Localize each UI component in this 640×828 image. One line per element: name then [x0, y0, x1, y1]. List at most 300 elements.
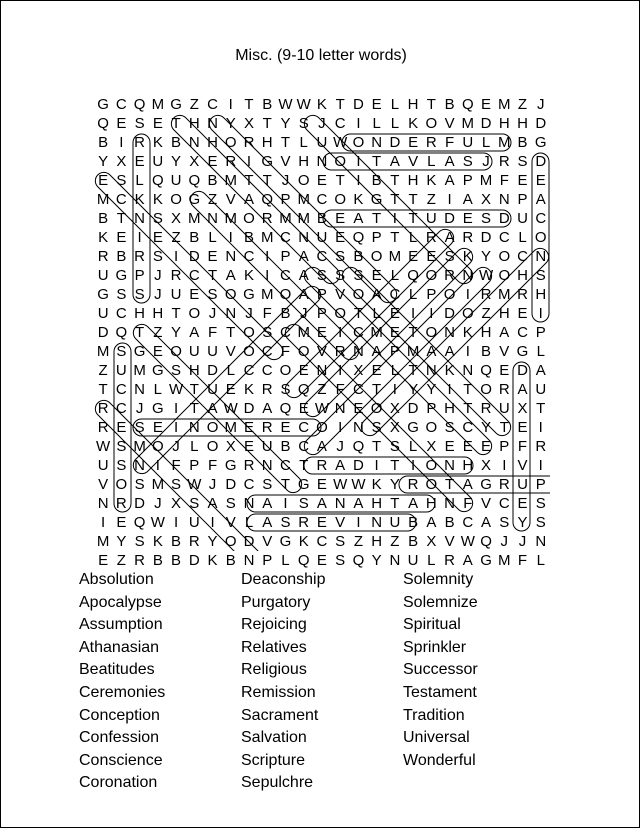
- grid-letter: B: [225, 552, 236, 569]
- grid-letter: W: [314, 400, 330, 417]
- grid-letter: T: [189, 381, 199, 398]
- grid-letter: V: [335, 286, 346, 303]
- grid-letter: J: [336, 438, 344, 455]
- grid-letter: X: [116, 153, 127, 170]
- grid-letter: P: [262, 552, 273, 569]
- grid-letter: R: [334, 343, 346, 360]
- grid-letter: W: [187, 476, 202, 493]
- grid-row: [94, 114, 550, 133]
- grid-letter: T: [171, 305, 181, 322]
- grid-letter: D: [535, 115, 547, 132]
- grid-letter: O: [425, 267, 438, 284]
- grid-letter: S: [316, 267, 327, 284]
- grid-letter: H: [498, 305, 510, 322]
- grid-letter: E: [207, 153, 218, 170]
- grid-letter: K: [353, 191, 364, 208]
- grid-letter: R: [134, 134, 145, 151]
- grid-letter: L: [536, 552, 545, 569]
- grid-letter: R: [170, 267, 182, 284]
- grid-letter: O: [206, 438, 219, 455]
- grid-letter: O: [461, 305, 474, 322]
- grid-letter: J: [208, 305, 217, 322]
- grid-letter: C: [115, 400, 127, 417]
- grid-letter: T: [426, 96, 436, 113]
- grid-letter: N: [334, 495, 346, 512]
- grid-letter: C: [316, 248, 328, 265]
- grid-letter: G: [115, 267, 128, 284]
- grid-letter: G: [480, 476, 492, 493]
- word-item: Purgatory: [241, 593, 311, 611]
- grid-letter: M: [388, 248, 402, 265]
- grid-letter: D: [207, 362, 218, 379]
- grid-letter: G: [407, 419, 419, 436]
- grid-letter: R: [498, 153, 510, 170]
- grid-letter: I: [173, 248, 179, 265]
- grid-letter: C: [280, 457, 291, 474]
- grid-letter: A: [298, 286, 309, 303]
- word-item: Successor: [403, 661, 478, 679]
- grid-letter: D: [444, 210, 455, 227]
- grid-letter: E: [335, 229, 346, 246]
- grid-letter: C: [334, 115, 346, 132]
- grid-letter: Z: [426, 191, 436, 208]
- grid-letter: F: [207, 324, 218, 341]
- grid-letter: X: [225, 438, 236, 455]
- grid-letter: R: [498, 476, 510, 493]
- word-list-column-2: [241, 569, 403, 795]
- word-item: Deaconship: [241, 571, 326, 588]
- grid-letter: A: [298, 248, 309, 265]
- grid-letter: C: [243, 362, 255, 379]
- grid-letter: A: [225, 267, 236, 284]
- grid-letter: J: [281, 172, 290, 189]
- grid-letter: T: [390, 457, 400, 474]
- grid-letter: P: [189, 457, 200, 474]
- grid-letter: U: [407, 552, 419, 569]
- grid-letter: C: [389, 286, 401, 303]
- grid-letter: F: [517, 438, 528, 455]
- grid-letter: U: [498, 400, 510, 417]
- grid-letter: O: [334, 191, 346, 208]
- grid-letter: R: [97, 419, 109, 436]
- word-item: Universal: [403, 729, 470, 747]
- grid-letter: S: [134, 286, 145, 303]
- grid-letter: I: [210, 514, 215, 531]
- grid-letter: T: [244, 96, 254, 113]
- grid-letter: M: [151, 476, 165, 493]
- grid-letter: R: [444, 267, 455, 284]
- grid-letter: Y: [207, 533, 218, 550]
- grid-letter: S: [444, 419, 455, 436]
- word-item: Absolution: [79, 571, 154, 588]
- grid-letter: J: [518, 533, 527, 550]
- grid-letter: H: [407, 172, 419, 189]
- grid-letter: Q: [297, 381, 310, 398]
- grid-letter: K: [243, 267, 254, 284]
- grid-letter: L: [208, 229, 217, 246]
- grid-letter: J: [154, 495, 162, 512]
- grid-letter: E: [389, 324, 400, 341]
- grid-letter: D: [243, 400, 255, 417]
- grid-letter: M: [96, 343, 110, 360]
- grid-letter: V: [225, 514, 236, 531]
- grid-letter: G: [370, 191, 383, 208]
- grid-letter: B: [171, 533, 182, 550]
- grid-letter: S: [152, 248, 163, 265]
- grid-letter: T: [207, 267, 218, 284]
- grid-letter: R: [188, 533, 200, 550]
- grid-letter: E: [408, 248, 419, 265]
- grid-letter: S: [481, 210, 492, 227]
- grid-letter: S: [134, 419, 145, 436]
- grid-row: [94, 532, 550, 551]
- grid-letter: S: [116, 343, 127, 360]
- grid-letter: S: [262, 324, 273, 341]
- grid-letter: R: [261, 419, 273, 436]
- grid-letter: Z: [317, 381, 327, 398]
- word-item: Sprinkler: [403, 638, 467, 656]
- grid-letter: E: [134, 153, 145, 170]
- grid-letter: W: [333, 134, 348, 151]
- grid-letter: L: [281, 552, 290, 569]
- grid-letter: J: [135, 400, 144, 417]
- grid-letter: N: [389, 552, 401, 569]
- word-item: Sepulchre: [241, 774, 314, 792]
- word-item: Assumption: [79, 616, 163, 634]
- grid-letter: E: [316, 514, 327, 531]
- grid-letter: O: [498, 267, 511, 284]
- grid-letter: H: [188, 115, 200, 132]
- grid-letter: H: [517, 115, 528, 132]
- grid-letter: N: [97, 495, 109, 512]
- grid-letter: N: [535, 533, 547, 550]
- grid-letter: R: [498, 381, 510, 398]
- grid-letter: I: [502, 457, 507, 474]
- grid-letter: I: [356, 115, 361, 132]
- grid-letter: L: [299, 134, 308, 151]
- grid-letter: L: [153, 381, 162, 398]
- grid-letter: Q: [352, 552, 365, 569]
- grid-letter: T: [372, 210, 382, 227]
- grid-letter: A: [353, 495, 364, 512]
- grid-letter: M: [151, 96, 165, 113]
- grid-letter: Y: [98, 153, 109, 170]
- grid-letter: D: [389, 134, 401, 151]
- grid-row: [94, 323, 550, 342]
- grid-letter: N: [444, 495, 455, 512]
- grid-letter: A: [371, 286, 382, 303]
- grid-letter: F: [207, 457, 218, 474]
- grid-letter: P: [389, 343, 400, 360]
- grid-row: [94, 304, 550, 323]
- grid-letter: I: [392, 210, 397, 227]
- grid-letter: I: [538, 419, 543, 436]
- grid-letter: D: [444, 305, 455, 322]
- grid-letter: R: [243, 134, 255, 151]
- grid-letter: U: [97, 457, 109, 474]
- grid-letter: M: [461, 115, 475, 132]
- grid-letter: Z: [171, 229, 181, 246]
- grid-letter: G: [534, 134, 547, 151]
- grid-letter: X: [426, 438, 437, 455]
- grid-row: [94, 190, 550, 209]
- grid-letter: D: [188, 248, 200, 265]
- grid-letter: A: [462, 552, 473, 569]
- grid-letter: N: [225, 248, 237, 265]
- grid-letter: L: [481, 134, 491, 151]
- grid-letter: M: [498, 134, 511, 151]
- grid-letter: Y: [408, 381, 419, 398]
- grid-letter: Z: [481, 305, 491, 322]
- grid-letter: B: [152, 552, 163, 569]
- grid-letter: X: [389, 419, 400, 436]
- grid-letter: I: [447, 381, 452, 398]
- grid-letter: V: [280, 153, 291, 170]
- puzzle-title: Misc. (9-10 letter words): [235, 47, 407, 64]
- grid-letter: O: [224, 533, 237, 550]
- grid-letter: T: [372, 381, 382, 398]
- grid-row: [94, 399, 550, 418]
- grid-letter: N: [188, 134, 200, 151]
- grid-letter: T: [408, 362, 418, 379]
- grid-letter: R: [261, 381, 273, 398]
- grid-letter: G: [188, 191, 201, 208]
- grid-letter: E: [371, 362, 382, 379]
- grid-letter: I: [338, 419, 343, 436]
- grid-letter: I: [538, 457, 543, 474]
- grid-letter: O: [425, 419, 438, 436]
- grid-letter: C: [352, 324, 364, 341]
- grid-letter: E: [116, 514, 127, 531]
- grid-letter: P: [426, 286, 437, 303]
- grid-letter: P: [316, 305, 327, 322]
- grid-letter: R: [243, 457, 255, 474]
- grid-letter: F: [517, 552, 528, 569]
- grid-letter: L: [408, 438, 418, 455]
- grid-letter: S: [134, 476, 145, 493]
- grid-letter: N: [243, 495, 255, 512]
- grid-letter: H: [517, 267, 528, 284]
- grid-letter: S: [116, 438, 127, 455]
- grid-letter: A: [335, 457, 346, 474]
- grid-letter: G: [224, 457, 237, 474]
- grid-letter: E: [316, 552, 327, 569]
- grid-letter: B: [171, 134, 182, 151]
- grid-letter: I: [119, 134, 124, 151]
- grid-letter: C: [280, 267, 291, 284]
- grid-letter: X: [189, 153, 200, 170]
- grid-letter: T: [372, 153, 382, 170]
- grid-letter: B: [408, 514, 419, 531]
- grid-letter: A: [444, 172, 455, 189]
- grid-letter: S: [371, 419, 382, 436]
- word-item: Conception: [79, 706, 160, 724]
- grid-letter: I: [173, 514, 179, 531]
- word-list-column-3: [403, 569, 565, 795]
- grid-letter: S: [280, 381, 291, 398]
- grid-letter: I: [374, 457, 379, 474]
- grid-letter: U: [517, 210, 528, 227]
- grid-letter: M: [370, 324, 383, 341]
- grid-letter: A: [262, 514, 273, 531]
- grid-letter: N: [444, 457, 455, 474]
- grid-letter: U: [188, 514, 200, 531]
- grid-letter: J: [208, 476, 217, 493]
- grid-letter: O: [425, 457, 438, 474]
- grid-letter: X: [426, 533, 437, 550]
- grid-letter: P: [426, 400, 437, 417]
- grid-letter: T: [536, 400, 546, 417]
- grid-letter: T: [98, 381, 108, 398]
- grid-letter: E: [116, 229, 127, 246]
- grid-letter: D: [535, 153, 547, 170]
- grid-row: [94, 513, 550, 532]
- grid-letter: E: [517, 172, 528, 189]
- grid-letter: U: [188, 343, 200, 360]
- grid-letter: I: [538, 305, 543, 322]
- grid-letter: I: [465, 286, 470, 303]
- grid-letter: E: [189, 286, 200, 303]
- grid-letter: O: [224, 134, 237, 151]
- grid-letter: T: [408, 324, 418, 341]
- word-item: Apocalypse: [79, 593, 162, 611]
- grid-letter: D: [188, 552, 200, 569]
- grid-letter: E: [499, 362, 510, 379]
- grid-letter: M: [133, 362, 146, 379]
- grid-letter: C: [535, 210, 547, 227]
- grid-letter: H: [371, 533, 383, 550]
- grid-row: [94, 171, 550, 190]
- grid-letter: J: [318, 115, 326, 132]
- grid-letter: K: [298, 533, 309, 550]
- grid-letter: D: [134, 495, 145, 512]
- grid-letter: M: [188, 210, 201, 227]
- grid-letter: D: [352, 96, 364, 113]
- grid-letter: V: [517, 457, 528, 474]
- grid-letter: O: [370, 400, 383, 417]
- grid-letter: F: [171, 457, 181, 474]
- letter-grid-rows: [94, 95, 550, 570]
- grid-letter: O: [425, 476, 438, 493]
- grid-letter: I: [356, 514, 361, 531]
- grid-letter: L: [190, 438, 199, 455]
- grid-letter: O: [279, 362, 292, 379]
- grid-letter: D: [225, 476, 237, 493]
- grid-letter: Q: [188, 172, 201, 189]
- grid-letter: E: [481, 96, 492, 113]
- grid-letter: S: [335, 248, 346, 265]
- grid-letter: B: [243, 229, 254, 246]
- grid-letter: A: [371, 343, 382, 360]
- grid-letter: R: [134, 248, 145, 265]
- grid-letter: A: [535, 191, 546, 208]
- grid-letter: A: [207, 495, 218, 512]
- grid-letter: U: [261, 438, 273, 455]
- grid-letter: A: [462, 191, 473, 208]
- grid-letter: H: [188, 362, 200, 379]
- grid-letter: Q: [115, 324, 128, 341]
- grid-letter: O: [498, 248, 511, 265]
- grid-letter: S: [171, 362, 182, 379]
- grid-letter: D: [498, 210, 510, 227]
- grid-letter: B: [98, 210, 109, 227]
- grid-letter: L: [390, 267, 400, 284]
- grid-letter: C: [243, 476, 255, 493]
- word-item: Remission: [241, 683, 316, 701]
- grid-letter: D: [97, 324, 109, 341]
- grid-letter: S: [353, 267, 364, 284]
- grid-letter: H: [498, 115, 510, 132]
- grid-letter: V: [225, 191, 236, 208]
- grid-letter: O: [115, 476, 128, 493]
- grid-letter: A: [207, 400, 218, 417]
- grid-letter: B: [444, 96, 455, 113]
- word-item: Religious: [241, 661, 307, 679]
- grid-letter: E: [316, 172, 327, 189]
- grid-letter: N: [371, 514, 383, 531]
- grid-letter: J: [536, 96, 545, 113]
- grid-letter: E: [371, 267, 382, 284]
- grid-letter: B: [171, 552, 182, 569]
- grid-row: [94, 494, 550, 513]
- grid-letter: H: [535, 286, 547, 303]
- grid-letter: T: [226, 324, 236, 341]
- grid-letter: U: [316, 134, 328, 151]
- grid-letter: F: [444, 134, 455, 151]
- grid-letter: M: [224, 210, 237, 227]
- grid-letter: O: [297, 343, 310, 360]
- grid-letter: N: [462, 362, 474, 379]
- grid-row: [94, 380, 550, 399]
- grid-letter: Z: [517, 96, 528, 113]
- grid-letter: R: [134, 552, 145, 569]
- grid-letter: M: [133, 438, 146, 455]
- grid-letter: G: [133, 343, 146, 360]
- word-item: Coronation: [79, 774, 158, 792]
- grid-letter: M: [406, 343, 420, 360]
- grid-letter: X: [171, 495, 182, 512]
- grid-row: [94, 437, 550, 456]
- grid-letter: V: [262, 533, 273, 550]
- grid-letter: E: [152, 343, 163, 360]
- grid-row: [94, 285, 550, 304]
- grid-letter: S: [517, 153, 528, 170]
- grid-letter: O: [443, 286, 456, 303]
- grid-letter: E: [243, 438, 254, 455]
- grid-row: [94, 95, 550, 114]
- grid-letter: E: [517, 495, 528, 512]
- grid-letter: T: [135, 324, 145, 341]
- grid-letter: W: [168, 381, 184, 398]
- grid-letter: D: [480, 229, 492, 246]
- grid-row: [94, 342, 550, 361]
- word-item: Spiritual: [403, 616, 461, 634]
- grid-letter: X: [171, 210, 182, 227]
- grid-row: [94, 266, 550, 285]
- grid-letter: M: [498, 96, 511, 113]
- grid-letter: H: [480, 324, 492, 341]
- grid-letter: O: [425, 324, 438, 341]
- grid-letter: M: [96, 191, 110, 208]
- grid-letter: Q: [461, 96, 474, 113]
- grid-letter: S: [335, 533, 346, 550]
- grid-letter: N: [316, 362, 328, 379]
- grid-letter: E: [298, 400, 309, 417]
- grid-letter: M: [260, 286, 274, 303]
- grid-letter: M: [297, 210, 310, 227]
- grid-letter: V: [481, 495, 492, 512]
- grid-letter: U: [152, 153, 164, 170]
